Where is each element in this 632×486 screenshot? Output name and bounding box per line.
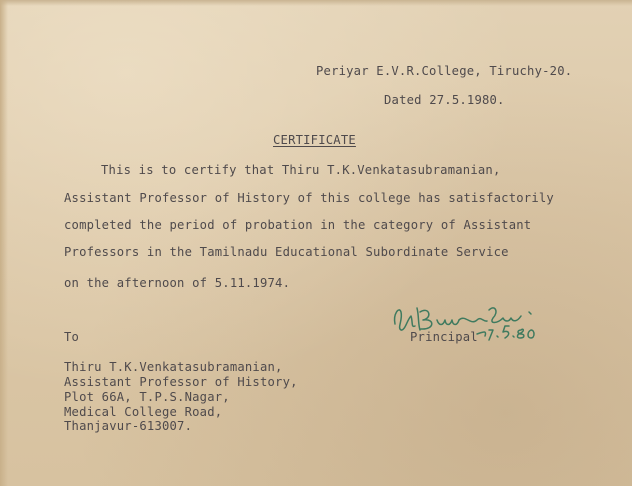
signatory-title: Principal — [410, 330, 478, 344]
recipient-line-3: Plot 66A, T.P.S.Nagar, — [64, 390, 230, 404]
certificate-title: CERTIFICATE — [273, 133, 356, 147]
body-line-2: Assistant Professor of History of this college has satisfactorily — [64, 191, 554, 205]
letter-date: Dated 27.5.1980. — [384, 93, 505, 107]
recipient-line-1: Thiru T.K.Venkatasubramanian, — [64, 360, 283, 374]
body-line-1: This is to certify that Thiru T.K.Venkatasubramanian, — [101, 163, 501, 177]
body-line-4: Professors in the Tamilnadu Educational Subordinate Service — [64, 245, 509, 259]
handwritten-signature — [385, 296, 555, 346]
to-label: To — [64, 330, 80, 344]
body-line-3: completed the period of probation in the category of Assistant — [64, 218, 532, 232]
recipient-line-5: Thanjavur-613007. — [64, 419, 193, 433]
paper-edge-top — [0, 0, 632, 6]
sender-address: Periyar E.V.R.College, Tiruchy-20. — [316, 64, 573, 78]
recipient-line-4: Medical College Road, — [64, 405, 223, 419]
recipient-line-2: Assistant Professor of History, — [64, 375, 298, 389]
body-line-5: on the afternoon of 5.11.1974. — [64, 276, 291, 290]
paper-edge-left — [0, 0, 8, 486]
